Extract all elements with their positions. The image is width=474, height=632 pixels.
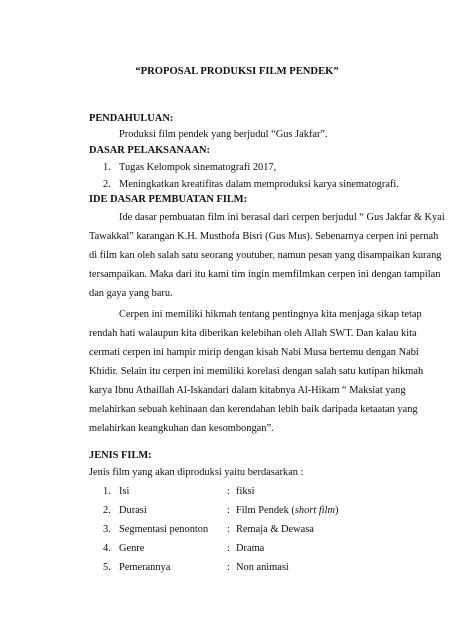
paragraph-line: tersampaikan. Maka dari itu kami tim ingin memfilmkan cerpen ini dengan tampilan <box>89 269 441 280</box>
paragraph-line: cermati cerpen ini hampir mirip dengan kisah Nabi Musa bertemu dengan Nabi <box>89 347 419 358</box>
list-item-separator: : <box>227 543 230 554</box>
list-item-separator: : <box>227 524 230 535</box>
list-item-value: Drama <box>236 543 265 554</box>
paragraph-line: Tawakkal” karangan K.H. Musthofa Bisri (Gus Mus). Sebenarnya cerpen ini pernah <box>89 231 439 242</box>
paragraph-line: Cerpen ini memiliki hikmah tentang pentingnya kita menjaga sikap tetap <box>119 309 422 320</box>
paragraph-line: dan gaya yang baru. <box>89 288 173 299</box>
list-item-label: Durasi <box>119 505 147 516</box>
list-item-value: fiksi <box>236 486 255 497</box>
list-item-text: Tugas Kelompok sinematografi 2017, <box>119 162 277 173</box>
section-heading-pendahuluan: PENDAHULUAN: <box>89 113 174 124</box>
pendahuluan-text: Produksi film pendek yang berjudul “Gus Jakfar”. <box>119 129 328 140</box>
value-emphasis: short film <box>294 505 336 516</box>
list-item-value: Remaja & Dewasa <box>236 524 314 535</box>
list-item-label: Isi <box>119 486 130 497</box>
list-item-number: 4. <box>103 543 111 554</box>
jenis-intro: Jenis film yang akan diproduksi yaitu berdasarkan : <box>89 467 304 478</box>
list-item-number: 2. <box>103 505 111 516</box>
list-item-separator: : <box>227 505 230 516</box>
paragraph-line: Ide dasar pembuatan film ini berasal dari cerpen berjudul “ Gus Jakfar & Kyai <box>119 212 445 223</box>
list-item-value <box>236 505 339 516</box>
section-heading-ide: IDE DASAR PEMBUATAN FILM: <box>89 194 248 205</box>
list-item-label: Pemerannya <box>119 562 171 573</box>
paragraph-line: melahirkan keangkuhan dan kesombongan”. <box>89 423 274 434</box>
list-item-separator: : <box>227 562 230 573</box>
document-title: “PROPOSAL PRODUKSI FILM PENDEK” <box>135 66 339 77</box>
paragraph-line: di film kan oleh salah satu seorang youtuber, namun pesan yang disampaikan kurang <box>89 250 442 261</box>
paragraph-line: rendah hati walaupun kita diberikan kelebihan oleh Allah SWT. Dan kalau kita <box>89 328 417 339</box>
list-item-text: Meningkatkan kreatifitas dalam memproduksi karya sinematografi. <box>119 179 399 190</box>
list-item-value: Non animasi <box>236 562 289 573</box>
list-item-number: 5. <box>103 562 111 573</box>
list-item-number: 1. <box>103 486 111 497</box>
list-item-number: 1. <box>103 162 111 173</box>
list-item-separator: : <box>227 486 230 497</box>
section-heading-dasar: DASAR PELAKSANAAN: <box>89 145 210 156</box>
list-item-number: 3. <box>103 524 111 535</box>
list-item-number: 2. <box>103 179 111 190</box>
paragraph-line: Khidir. Selain itu cerpen ini memiliki korelasi dengan salah satu kutipan hikmah <box>89 366 424 377</box>
section-heading-jenis: JENIS FILM: <box>89 450 152 461</box>
list-item-label: Genre <box>119 543 145 554</box>
paragraph-line: karya Ibnu Athaillah Al-Iskandari dalam kitabnya Al-Hikam “ Maksiat yang <box>89 385 406 396</box>
paragraph-line: melahirkan sebuah kehinaan dan kerendahan lebih baik daripada ketaatan yang <box>89 404 418 415</box>
list-item-label: Segmentasi penonton <box>119 524 209 535</box>
value-text: Film Pendek ( <box>236 505 295 516</box>
value-text-after: ) <box>335 505 339 516</box>
